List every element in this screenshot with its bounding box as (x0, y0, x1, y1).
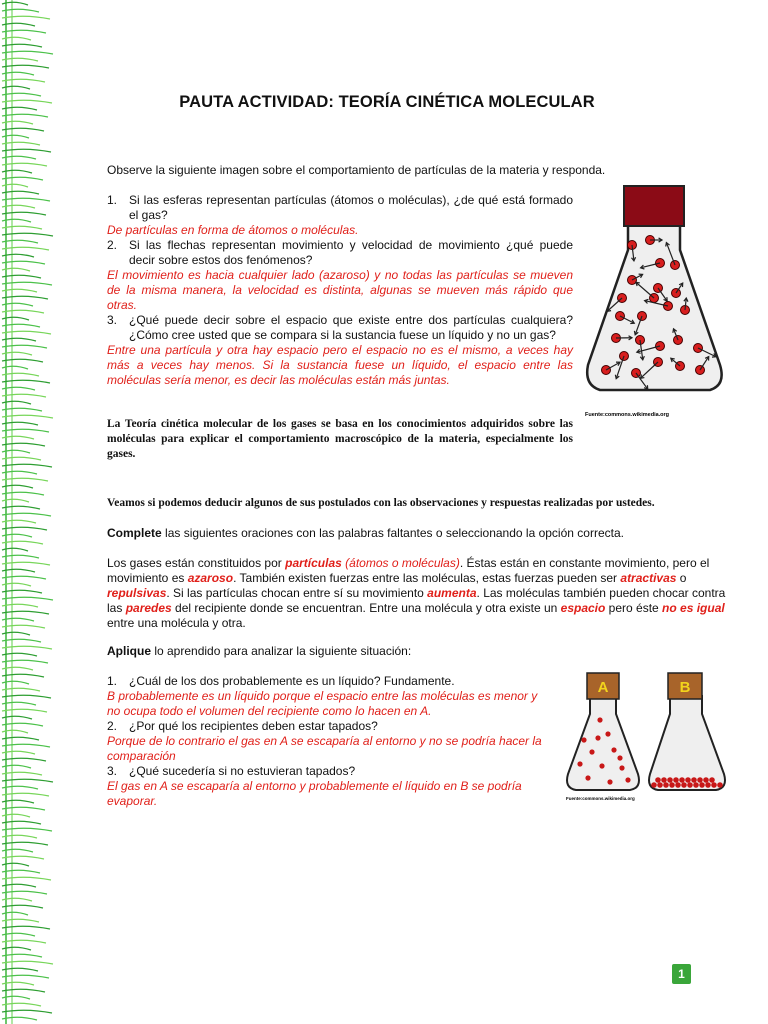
apply-instruction: Aplique lo aprendido para analizar la siguiente situación: (107, 644, 412, 658)
intro-text: Observe la siguiente imagen sobre el comportamiento de partículas de la materia y responda. (107, 163, 606, 177)
question-2: 2. Si las flechas representan movimiento y velocidad de movimiento ¿qué puede decir sobre estos dos fenómenos? (107, 238, 573, 267)
flask2-credit: Fuente:commons.wikimedia.org (566, 796, 635, 801)
blank-2: azaroso (187, 571, 234, 585)
grass-border-decoration (0, 0, 58, 1024)
answer-3: Entre una partícula y otra hay espacio pero el espacio no es el mismo, a veces hay más a veces hay menos. Si la sustancia fuese un líquido, el espacio entre las moléculas sería menor, es decir las moléculas están más juntas. (107, 343, 573, 387)
flask-a-label: A (597, 679, 609, 696)
question2-1: 1. ¿Cuál de los dos probablemente es un líquido? Fundamente. (107, 674, 455, 688)
questions-section-2 (107, 674, 553, 809)
blank-1: partículas (285, 556, 342, 570)
blank-5: aumenta (427, 586, 477, 600)
flask1-credit: Fuente:commons.wikimedia.org (585, 412, 670, 418)
answer-1: De partículas en forma de átomos o moléculas. (107, 223, 359, 237)
answer2-2: Porque de lo contrario el gas en A se escaparía al entorno y no se podría hacer la comparación (107, 734, 542, 763)
flask-comparison-illustration (562, 668, 734, 804)
complete-instruction: Complete las siguientes oraciones con las palabras faltantes o seleccionando la opción correcta. (107, 526, 624, 540)
fill-in-paragraph: Los gases están constituidos por partículas (átomos o moléculas). Éstas están en constante movimiento, pero el movimiento es azaroso. También existen fuerzas entre las moléculas, estas fuerzas pueden ser atractivas o repulsivas. Si las partículas chocan entre sí su movimiento aumenta. Las moléculas también pueden chocar contra las paredes del recipiente donde se encuentran. Entre una molécula y otra existe un espacio pero éste no es igual entre una molécula y otra. (107, 556, 726, 630)
answer-2: El movimiento es hacia cualquier lado (azaroso) y no todas las partículas se mueven de la misma manera, la velocidad es distinta, algunas se mueven más rápido que otras. (107, 268, 573, 312)
page-number: 1 (672, 964, 691, 984)
blank-4: repulsivas (107, 586, 167, 600)
deduce-text: Veamos si podemos deducir algunos de sus postulados con las observaciones y respuestas realizadas por ustedes. (107, 497, 655, 509)
question2-3: 3. ¿Qué sucedería si no estuvieran tapados? (107, 764, 356, 778)
answer2-3: El gas en A se escaparía al entorno y probablemente el líquido en B se podría evaporar. (107, 779, 522, 808)
page-title: PAUTA ACTIVIDAD: TEORÍA CINÉTICA MOLECULAR (179, 93, 595, 111)
blank-7: espacio (560, 601, 606, 615)
question-3: 3. ¿Qué puede decir sobre el espacio que existe entre dos partículas cualquiera? ¿Cómo cree usted que se compara si la sustancia fuese un líquido y no un gas? (107, 313, 573, 342)
question2-2: 2. ¿Por qué los recipientes deben estar tapados? (107, 719, 378, 733)
theory-text: La Teoría cinética molecular de los gases se basa en los conocimientos adquiridos sobre las moléculas para explicar el comportamiento macroscópico de la materia, especialmente los gases. (107, 418, 573, 460)
gas-flask-illustration (580, 180, 730, 420)
blank-6: paredes (125, 601, 172, 615)
blank-8: no es igual (662, 601, 725, 615)
questions-section-1 (107, 193, 573, 388)
answer2-1: B probablemente es un líquido porque el espacio entre las moléculas es menor y no ocupa todo el volumen del recipiente como lo hacen en A. (107, 689, 538, 718)
flask-b-label: B (679, 679, 691, 696)
blank-3: atractivas (620, 571, 677, 585)
question-1: 1. Si las esferas representan partículas (átomos o moléculas), ¿de qué está formado el gas? (107, 193, 573, 222)
